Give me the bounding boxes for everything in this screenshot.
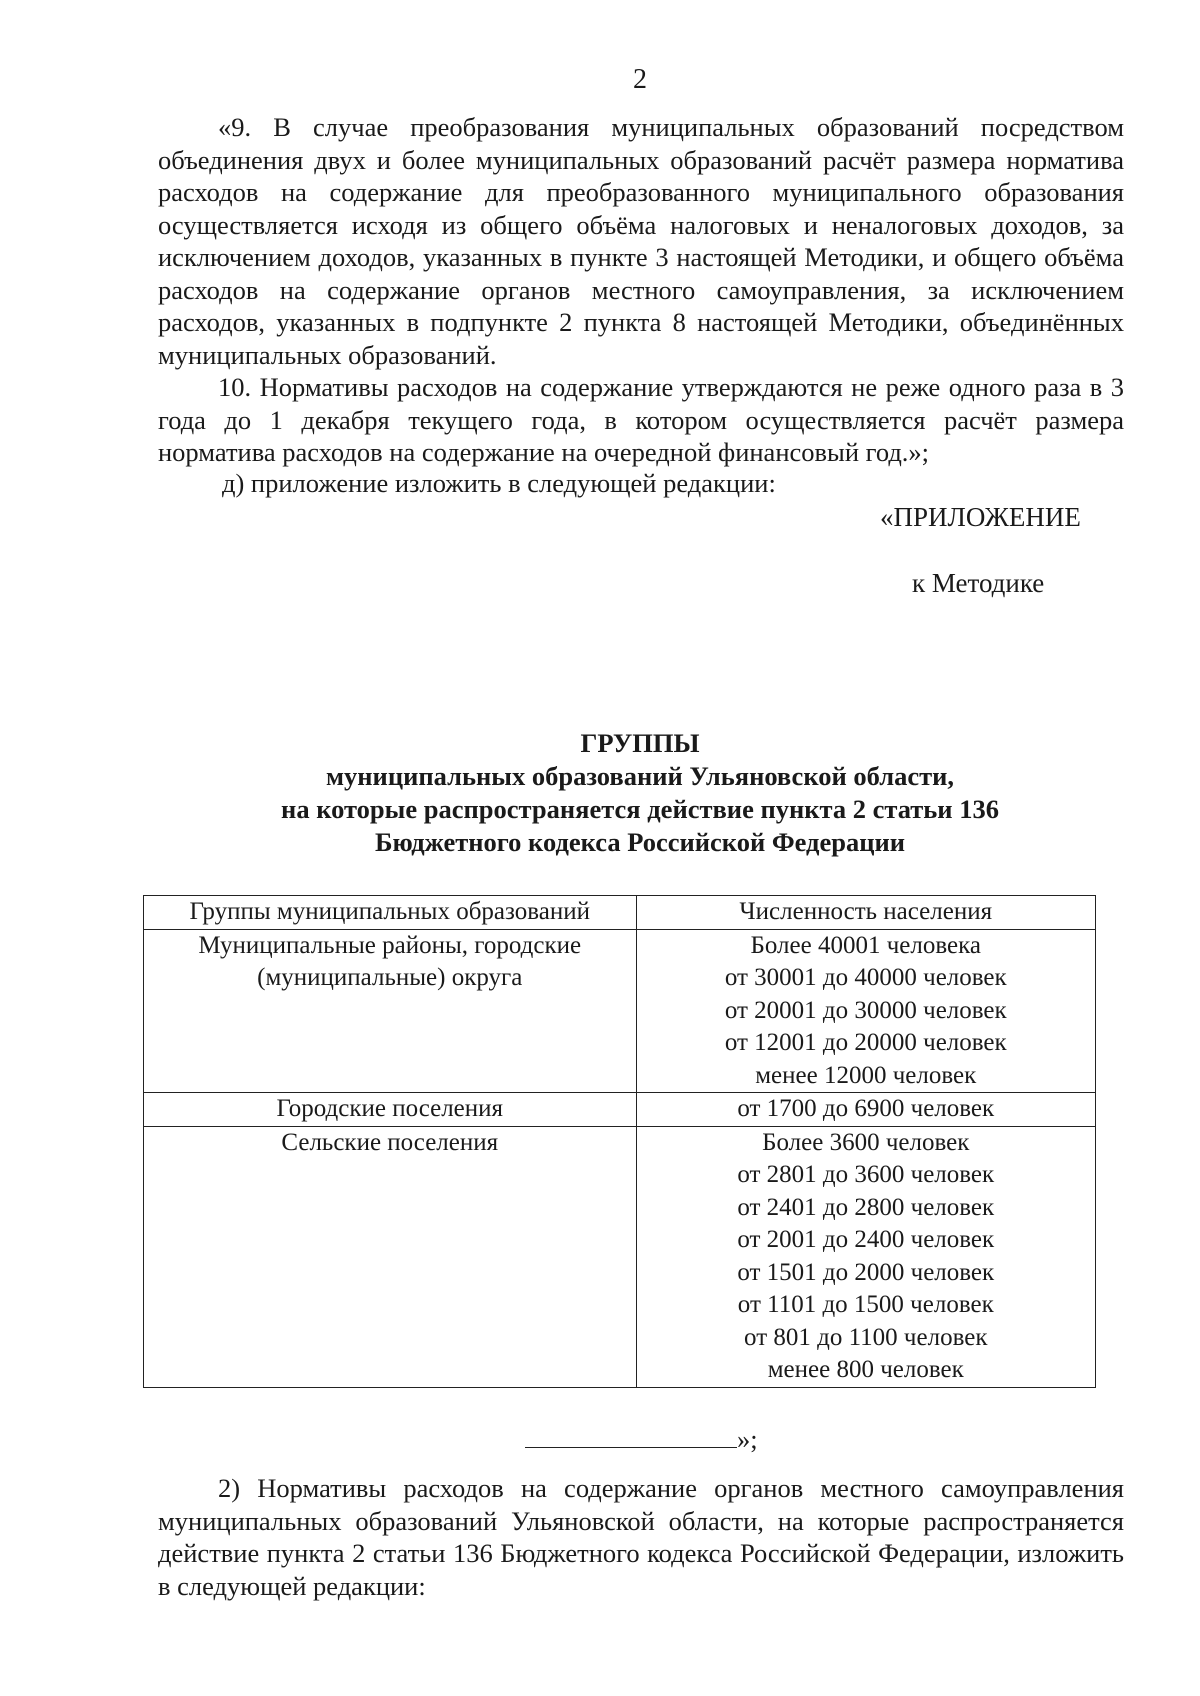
- population-range: менее 12000 человек: [755, 1061, 977, 1089]
- table-row: [144, 1093, 1096, 1127]
- population-range: Более 3600 человек: [762, 1128, 970, 1156]
- paragraph-2: 2) Нормативы расходов на содержание органов местного самоуправления муниципальных образований Ульяновской области, на которые распространяется действие пункта 2 статьи 136 Бюджетного кодекса Российской Федерации, изложить в следующей редакции:: [158, 1473, 1124, 1601]
- table-row: [144, 1126, 1096, 1387]
- population-range: от 2801 до 3600 человек: [737, 1161, 995, 1188]
- population-range: Более 40001 человека: [750, 931, 981, 959]
- population-range: от 801 до 1100 человек: [744, 1323, 988, 1351]
- population-range: менее 800 человек: [767, 1356, 964, 1383]
- group-label: Городские поселения: [276, 1095, 504, 1122]
- population-range: от 1101 до 1500 человек: [737, 1291, 994, 1318]
- page-number: 2: [633, 64, 647, 95]
- table-header-row: [144, 896, 1096, 930]
- header-groups: Группы муниципальных образований: [144, 896, 637, 930]
- appendix-subtitle: к Методике: [912, 568, 1045, 598]
- closing-mark: [525, 1424, 758, 1455]
- group-label: (муниципальные) округа: [257, 964, 523, 991]
- paragraph-9: «9. В случае преобразования муниципальных образований посредством объединения двух и более муниципальных образований расчёт размера норматива расходов на содержание для преобразованного муниципального образования осуществляется исходя из общего объёма налоговых и неналоговых доходов, за исключением доходов, указанных в пункте 3 настоящей Методики, и общего объёма расходов на содержание органов местного самоуправления, за исключением расходов, указанных в подпункте 2 пункта 8 настоящей Методики, объединённых муниципальных образований.: [158, 112, 1124, 370]
- population-range: от 30001 до 40000 человек: [724, 964, 1007, 991]
- population-range: от 12001 до 20000 человек: [724, 1029, 1007, 1056]
- population-range: от 2001 до 2400 человек: [737, 1226, 995, 1253]
- population-cell: [636, 1126, 1096, 1387]
- heading-line-4: Бюджетного кодекса Российской Федерации: [374, 827, 905, 857]
- population-range: от 1501 до 2000 человек: [737, 1258, 995, 1286]
- document-heading: [140, 727, 1140, 859]
- heading-line-1: ГРУППЫ: [580, 728, 700, 758]
- table-row: [144, 929, 1096, 1093]
- header-population: Численность населения: [636, 896, 1096, 930]
- appendix-title: «ПРИЛОЖЕНИЕ: [880, 502, 1081, 532]
- population-cell: [636, 929, 1096, 1093]
- heading-line-3: на которые распространяется действие пункта 2 статьи 136: [281, 794, 999, 824]
- group-label: Сельские поселения: [281, 1128, 499, 1156]
- groups-table: [143, 895, 1096, 1388]
- group-cell: [144, 929, 637, 1093]
- population-cell: [636, 1093, 1096, 1127]
- paragraph-10: 10. Нормативы расходов на содержание утверждаются не реже одного раза в 3 года до 1 декабря текущего года, в котором осуществляется расчёт размера норматива расходов на содержание на очередной финансовый год.»;: [158, 372, 1124, 467]
- population-range: от 1700 до 6900 человек: [737, 1095, 995, 1122]
- closing-underline: [525, 1427, 737, 1448]
- group-cell: [144, 1126, 637, 1387]
- group-label: Муниципальные районы, городские: [198, 931, 582, 959]
- paragraph-d: д) приложение изложить в следующей редакции:: [222, 468, 776, 498]
- closing-quote: »;: [737, 1424, 758, 1454]
- population-range: от 2401 до 2800 человек: [737, 1193, 995, 1221]
- population-range: от 20001 до 30000 человек: [724, 996, 1007, 1024]
- heading-line-2: муниципальных образований Ульяновской области,: [325, 761, 955, 791]
- group-cell: [144, 1093, 637, 1127]
